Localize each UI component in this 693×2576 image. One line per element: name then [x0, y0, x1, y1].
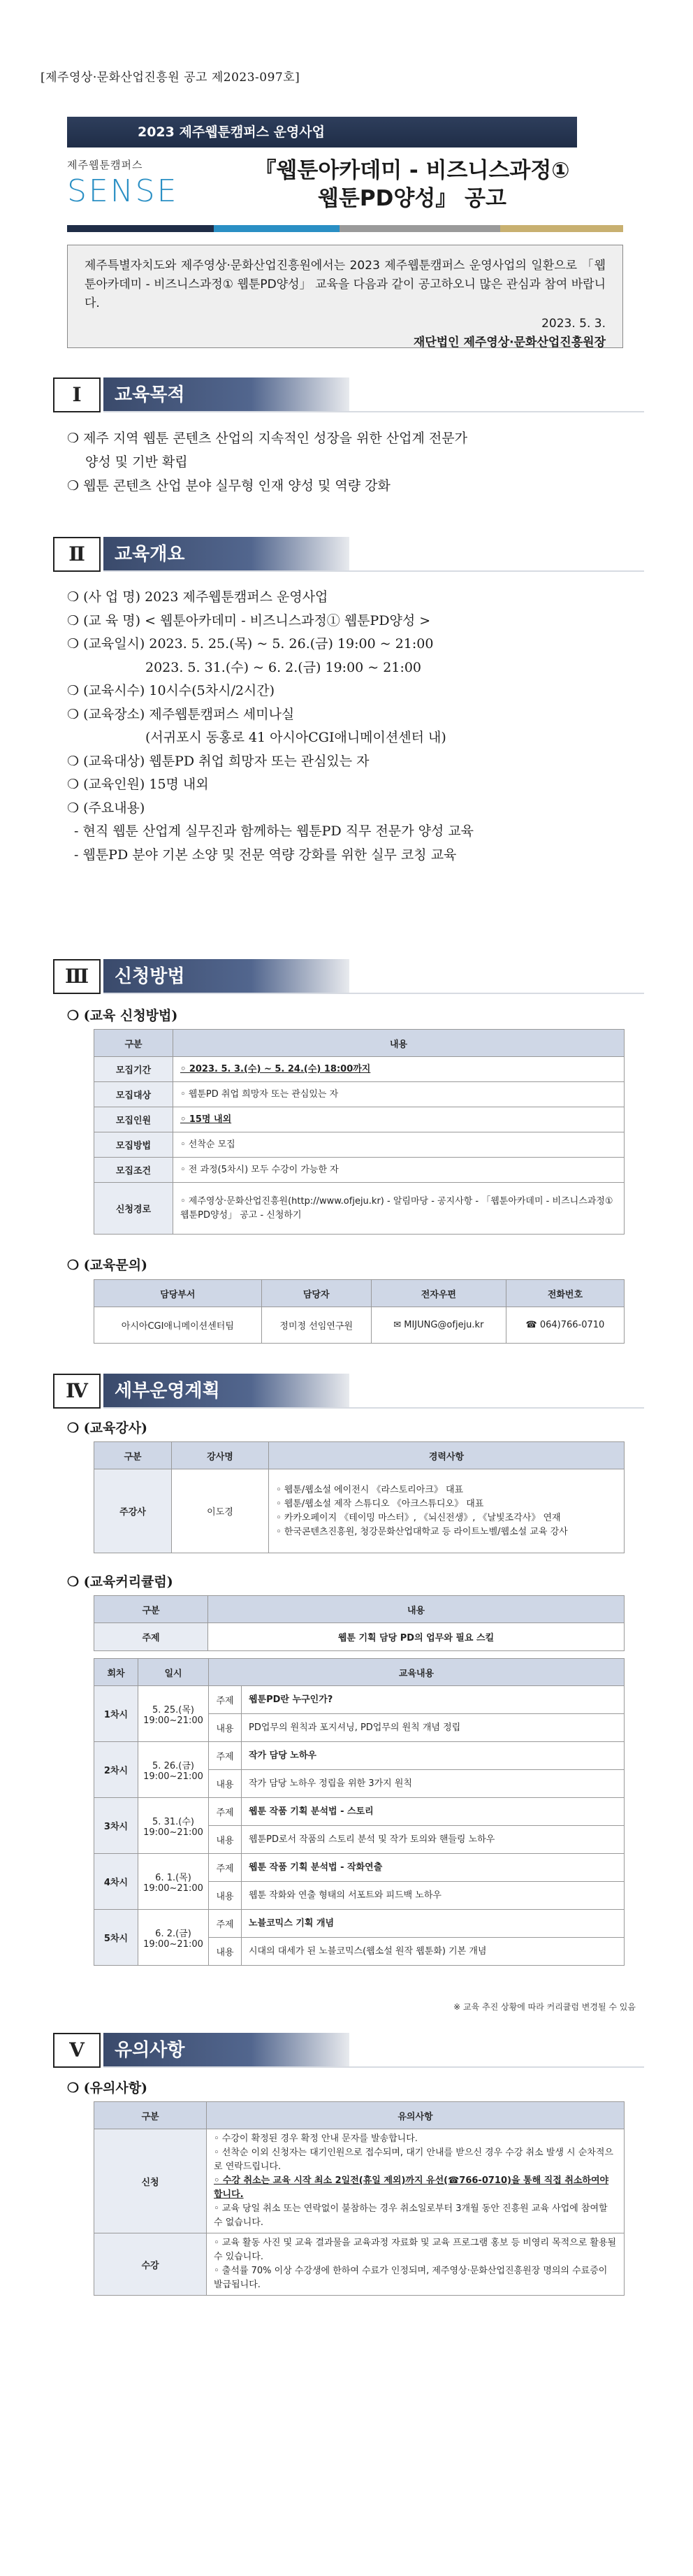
section-title: 교육개요 [115, 544, 185, 565]
section-title: 신청방법 [115, 966, 185, 987]
overview-line: 2023. 5. 31.(수) ~ 6. 2.(금) 19:00 ~ 21:00 [145, 659, 422, 675]
session-number: 4차시 [94, 1854, 138, 1910]
apply-value: ◦ 전 과정(5차시) 모두 수강이 가능한 자 [173, 1158, 625, 1183]
caution-items [207, 2129, 625, 2233]
purpose-line: ❍ 제주 지역 웹툰 콘텐츠 산업의 지속적인 성장을 위한 산업계 전문가 [67, 431, 467, 446]
overview-line: ❍ (교육장소) 제주웹툰캠퍼스 세미나실 [67, 706, 295, 722]
lecturer-label: ❍ (교육강사) [67, 1420, 148, 1436]
caution-item: ◦ 선착순 이외 신청자는 대기인원으로 접수되며, 대기 안내를 받으신 경우 수강 취소 발생 시 순차적으로 연락드립니다. [214, 2147, 613, 2172]
lecturer-career [269, 1469, 625, 1553]
content-label: 내용 [209, 1882, 242, 1910]
inquiry-header: 담당부서 [94, 1280, 262, 1307]
session-topic: 웹툰 작품 기획 분석법 - 스토리 [242, 1798, 625, 1826]
color-stripes [67, 225, 623, 232]
overview-line: ❍ (교 육 명) < 웹툰아카데미 - 비즈니스과정① 웹툰PD양성 > [67, 612, 431, 628]
intro-org: 재단법인 제주영상·문화산업진흥원장 [413, 336, 606, 350]
content-label: 내용 [209, 1938, 242, 1966]
session-date: 5. 31.(수) [152, 1816, 194, 1827]
section-number: Ⅴ [53, 2033, 101, 2068]
session-time: 19:00~21:00 [143, 1883, 203, 1894]
section-title: 교육목적 [115, 384, 185, 405]
purpose-list [67, 426, 626, 498]
lecturer-header: 강사명 [172, 1442, 269, 1469]
session-number: 1차시 [94, 1686, 138, 1742]
stripe-2 [214, 225, 340, 232]
career-item: ◦ 카카오페이지 《테이밍 마스터》, 《뇌신전생》, 《날빛조각사》 연재 [276, 1512, 561, 1523]
topic-label: 주제 [209, 1742, 242, 1770]
stripe-3 [340, 225, 500, 232]
lecturer-role: 주강사 [94, 1469, 172, 1553]
title-line-1: 『웹툰아카데미 - 비즈니스과정① [254, 158, 570, 183]
lecturer-header: 구분 [94, 1442, 172, 1469]
inquiry-person: 정미정 선임연구원 [261, 1307, 371, 1344]
inquiry-label: ❍ (교육문의) [67, 1258, 148, 1273]
topic-label: 주제 [209, 1910, 242, 1938]
overview-list [67, 586, 626, 867]
session-topic: 웹툰 작품 기획 분석법 - 작화연출 [242, 1854, 625, 1882]
overview-line: (서귀포시 동홍로 41 아시아CGI애니메이션센터 내) [145, 730, 446, 745]
apply-value: ◦ 선착순 모집 [173, 1132, 625, 1158]
intro-box [67, 245, 623, 348]
theme-header: 내용 [208, 1596, 625, 1623]
lecturer-name: 이도경 [172, 1469, 269, 1553]
session-content: 웹툰 작화와 연출 형태의 서포트와 피드백 노하우 [242, 1882, 625, 1910]
apply-key: 모집대상 [94, 1082, 173, 1107]
session-content: 시대의 대세가 된 노블코믹스(웹소설 원작 웹툰화) 기본 개념 [242, 1938, 625, 1966]
section-divider [103, 993, 644, 994]
session-time: 19:00~21:00 [143, 1827, 203, 1838]
caution-item: ◦ 교육 활동 사진 및 교육 결과물을 교육과정 자료화 및 교육 프로그램 홍보 등 비영리 목적으로 활용될 수 있습니다. [214, 2238, 617, 2262]
curriculum-row [94, 1910, 625, 1938]
section-number: Ⅳ [53, 1374, 101, 1409]
career-item: ◦ 웹툰/웹소설 제작 스튜디오 《아크스튜디오》 대표 [276, 1498, 484, 1509]
overview-line: ❍ (주요내용) [67, 800, 145, 816]
session-content: 웹툰PD로서 작품의 스토리 분석 및 작가 토의와 핸들링 노하우 [242, 1826, 625, 1854]
caution-key: 신청 [94, 2129, 207, 2233]
overview-line: - 웹툰PD 분야 기본 소양 및 전문 역량 강화를 위한 실무 코칭 교육 [74, 847, 457, 863]
overview-line: - 현직 웹툰 산업계 실무진과 함께하는 웹툰PD 직무 전문가 양성 교육 [74, 823, 474, 839]
apply-key: 모집방법 [94, 1132, 173, 1158]
apply-value: ◦ 15명 내외 [173, 1107, 625, 1132]
stripe-4 [500, 225, 623, 232]
content-label: 내용 [209, 1714, 242, 1742]
apply-header-content: 내용 [173, 1030, 625, 1057]
topic-label: 주제 [209, 1854, 242, 1882]
section-divider [103, 411, 644, 412]
section-divider [103, 2066, 644, 2068]
caution-item: ◦ 출석률 70% 이상 수강생에 한하여 수료가 인정되며, 제주영상·문화산업진흥원장 명의의 수료증이 발급됩니다. [214, 2266, 608, 2290]
session-time: 19:00~21:00 [143, 1938, 203, 1950]
curriculum-note: ※ 교육 추진 상황에 따라 커리큘럼 변경될 수 있음 [453, 2002, 636, 2012]
curriculum-row [94, 1742, 625, 1770]
topic-label: 주제 [209, 1686, 242, 1714]
section-4-header [53, 1374, 644, 1409]
project-tag: 2023 제주웹툰캠퍼스 운영사업 [137, 124, 325, 140]
overview-line: ❍ (사 업 명) 2023 제주웹툰캠퍼스 운영사업 [67, 589, 328, 605]
inquiry-table [94, 1279, 625, 1344]
apply-key: 모집인원 [94, 1107, 173, 1132]
apply-value: ◦ 2023. 5. 3.(수) ~ 5. 24.(수) 18:00까지 [173, 1057, 625, 1082]
apply-value: ◦ 제주영상·문화산업진흥원(http://www.ofjeju.kr) - 알림마당 - 공지사항 - 「웹툰아카데미 - 비즈니스과정① 웹툰PD양성」 공고 - 신청하기 [173, 1183, 625, 1235]
session-content: 작가 담당 노하우 정립을 위한 3가지 원칙 [242, 1770, 625, 1798]
sense-logo [67, 157, 179, 220]
session-time: 19:00~21:00 [143, 1771, 203, 1782]
content-label: 내용 [209, 1770, 242, 1798]
logo-subtitle: 제주웹툰캠퍼스 [67, 159, 143, 171]
section-title: 세부운영계획 [115, 1381, 220, 1402]
session-time: 19:00~21:00 [143, 1715, 203, 1726]
section-title: 유의사항 [115, 2040, 185, 2061]
section-2-header [53, 537, 644, 572]
session-datetime [138, 1742, 209, 1798]
session-number: 3차시 [94, 1798, 138, 1854]
curriculum-row [94, 1854, 625, 1882]
session-datetime [138, 1854, 209, 1910]
purpose-line: 양성 및 기반 확립 [85, 454, 188, 470]
section-number: Ⅱ [53, 537, 101, 572]
session-date: 6. 2.(금) [155, 1928, 191, 1939]
curriculum-row [94, 1798, 625, 1826]
caution-item: ◦ 교육 당일 취소 또는 연락없이 불참하는 경우 취소일로부터 3개월 동안 진흥원 교육 사업에 참여할 수 없습니다. [214, 2203, 608, 2228]
lecturer-table [94, 1441, 625, 1553]
session-topic: 노블코믹스 기획 개념 [242, 1910, 625, 1938]
title-line-2: 웹툰PD양성』 공고 [318, 186, 506, 211]
session-number: 5차시 [94, 1910, 138, 1966]
inquiry-header: 담당자 [261, 1280, 371, 1307]
curriculum-header: 일시 [138, 1659, 209, 1686]
purpose-line: ❍ 웹툰 콘텐츠 산업 분야 실무형 인재 양성 및 역량 강화 [67, 478, 391, 494]
apply-label: ❍ (교육 신청방법) [67, 1008, 178, 1023]
apply-key: 모집조건 [94, 1158, 173, 1183]
curriculum-label: ❍ (교육커리큘럼) [67, 1574, 173, 1590]
notice-number: [제주영상·문화산업진흥원 공고 제2023-097호] [41, 71, 300, 85]
session-topic: 웹툰PD란 누구인가? [242, 1686, 625, 1714]
inquiry-dept: 아시아CGI애니메이션센터팀 [94, 1307, 262, 1344]
section-5-header [53, 2033, 644, 2068]
inquiry-header: 전화번호 [506, 1280, 624, 1307]
content-label: 내용 [209, 1826, 242, 1854]
session-date: 6. 1.(목) [155, 1872, 191, 1883]
career-item: ◦ 한국콘텐츠진흥원, 청강문화산업대학교 등 라이트노벨/웹소설 교육 강사 [276, 1526, 568, 1537]
lecturer-header: 경력사항 [269, 1442, 625, 1469]
caution-item: ◦ 수강이 확정된 경우 확정 안내 문자를 발송합니다. [214, 2134, 418, 2144]
overview-line: ❍ (교육인원) 15명 내외 [67, 777, 209, 792]
section-1-header [53, 377, 644, 412]
caution-header: 유의사항 [207, 2102, 625, 2129]
overview-line: ❍ (교육시수) 10시수(5차시/2시간) [67, 683, 275, 698]
caution-item: ◦ 수강 취소는 교육 시작 최소 2일전(휴일 제외)까지 유선(☎766-0710)을 통해 직접 취소하여야 합니다. [214, 2175, 609, 2200]
section-number: Ⅰ [53, 377, 101, 412]
theme-label: 주제 [94, 1623, 208, 1651]
apply-key: 모집기간 [94, 1057, 173, 1082]
session-date: 5. 25.(목) [152, 1704, 194, 1715]
curriculum-header: 교육내용 [209, 1659, 625, 1686]
inquiry-phone[interactable]: ☎ 064)766-0710 [506, 1307, 624, 1344]
curriculum-header: 회차 [94, 1659, 138, 1686]
session-date: 5. 26.(금) [152, 1760, 194, 1771]
curriculum-row [94, 1686, 625, 1714]
inquiry-header: 전자우편 [371, 1280, 506, 1307]
apply-value: ◦ 웹툰PD 취업 희망자 또는 관심있는 자 [173, 1082, 625, 1107]
session-datetime [138, 1686, 209, 1742]
session-datetime [138, 1910, 209, 1966]
session-datetime [138, 1798, 209, 1854]
caution-key: 수강 [94, 2233, 207, 2296]
theme-header: 구분 [94, 1596, 208, 1623]
career-item: ◦ 웹툰/웹소설 에이전시 《라스토리아크》 대표 [276, 1484, 464, 1495]
session-topic: 작가 담당 노하우 [242, 1742, 625, 1770]
curriculum-table [94, 1658, 625, 1966]
caution-label: ❍ (유의사항) [67, 2080, 148, 2096]
theme-value: 웹툰 기획 담당 PD의 업무와 필요 스킬 [208, 1623, 625, 1651]
page-title [203, 157, 622, 213]
curriculum-body [94, 1686, 625, 1966]
caution-header: 구분 [94, 2102, 207, 2129]
intro-text: 제주특별자치도와 제주영상·문화산업진흥원에서는 2023 제주웹툰캠퍼스 운영사업의 일환으로 「웹툰아카데미 - 비즈니스과정① 웹툰PD양성」 교육을 다음과 같이 공고하오니 많은 관심과 참여 바랍니다. [85, 259, 606, 310]
apply-header-category: 구분 [94, 1030, 173, 1057]
overview-line: ❍ (교육대상) 웹툰PD 취업 희망자 또는 관심있는 자 [67, 753, 370, 769]
stripe-1 [67, 225, 214, 232]
caution-items [207, 2233, 625, 2296]
section-divider [103, 1407, 644, 1409]
inquiry-email[interactable]: ✉ MIJUNG@ofjeju.kr [371, 1307, 506, 1344]
section-3-header [53, 959, 644, 994]
logo-wordmark: SENSE [67, 173, 179, 209]
apply-key: 신청경로 [94, 1183, 173, 1235]
section-divider [103, 570, 644, 572]
section-number: Ⅲ [53, 959, 101, 994]
apply-table [94, 1029, 625, 1235]
session-content: PD업무의 원칙과 포지셔닝, PD업무의 원칙 개념 정립 [242, 1714, 625, 1742]
curriculum-theme-table [94, 1595, 625, 1651]
caution-table [94, 2101, 625, 2296]
session-number: 2차시 [94, 1742, 138, 1798]
overview-line: ❍ (교육일시) 2023. 5. 25.(목) ~ 5. 26.(금) 19:00 ~ 21:00 [67, 636, 434, 652]
intro-date: 2023. 5. 3. [541, 317, 606, 331]
topic-label: 주제 [209, 1798, 242, 1826]
